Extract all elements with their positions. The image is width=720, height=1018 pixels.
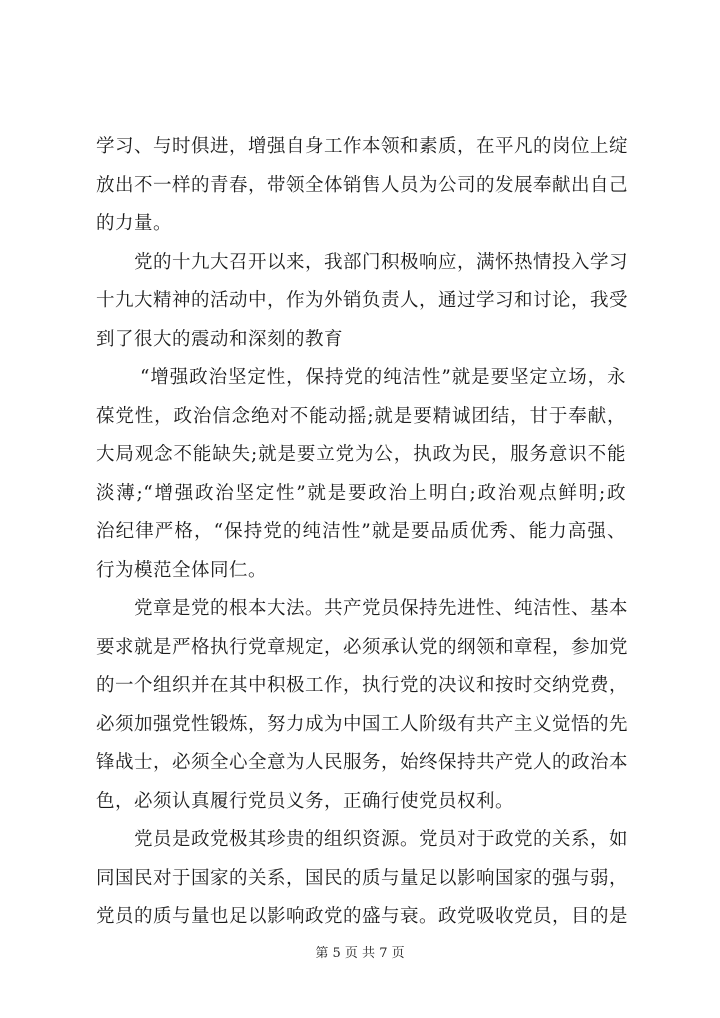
paragraph-first-line: “增强政治坚定性，保持党的纯洁性”就是要坚定立场，永 (140, 367, 626, 388)
text-line: 的力量。 (96, 213, 173, 234)
text-line: 放出不一样的青春，带领全体销售人员为公司的发展奉献出自己 (96, 174, 629, 196)
text-line: 要求就是严格执行党章规定，必须承认党的纲领和章程，参加党 (96, 636, 629, 658)
text-line: 到了很大的震动和深刻的教育 (96, 328, 344, 350)
text-line: 党员的质与量也足以影响政党的盛与衰。政党吸收党员，目的是 (96, 906, 629, 927)
paragraph-first-line: 党员是政党极其珍贵的组织资源。党员对于政党的关系，如 (134, 829, 629, 850)
document-body (96, 128, 629, 937)
text-line: 的一个组织并在其中积极工作，执行党的决议和按时交纳党费， (96, 675, 629, 696)
text-line: 锋战士，必须全心全意为人民服务，始终保持共产党人的政治本 (96, 752, 629, 773)
text-line: 大局观念不能缺失;就是要立党为公，执政为民，服务意识不能 (96, 444, 626, 465)
text-line: 学习、与时俱进，增强自身工作本领和素质，在平凡的岗位上绽 (96, 136, 629, 157)
text-line: 十九大精神的活动中，作为外销负责人，通过学习和讨论，我受 (96, 290, 629, 311)
text-line: 淡薄;“增强政治坚定性”就是要政治上明白;政治观点鲜明;政 (96, 482, 626, 504)
page-number-label: 第 5 页 共 7 页 (315, 946, 405, 961)
paragraph-first-line: 党的十九大召开以来，我部门积极响应，满怀热情投入学习 (134, 251, 629, 273)
text-line: 治纪律严格，“保持党的纯洁性”就是要品质优秀、能力高强、 (96, 521, 626, 542)
text-line: 必须加强党性锻炼，努力成为中国工人阶级有共产主义觉悟的先 (96, 713, 629, 735)
text-line: 葆党性，政治信念绝对不能动摇;就是要精诚团结，甘于奉献， (96, 405, 626, 427)
text-line: 同国民对于国家的关系，国民的质与量足以影响国家的强与弱， (96, 867, 629, 889)
paragraph-first-line: 党章是党的根本大法。共产党员保持先进性、纯洁性、基本 (134, 598, 629, 619)
page-footer (0, 942, 720, 961)
text-line: 色，必须认真履行党员义务，正确行使党员权利。 (96, 790, 515, 812)
text-line: 行为模范全体同仁。 (96, 559, 268, 581)
